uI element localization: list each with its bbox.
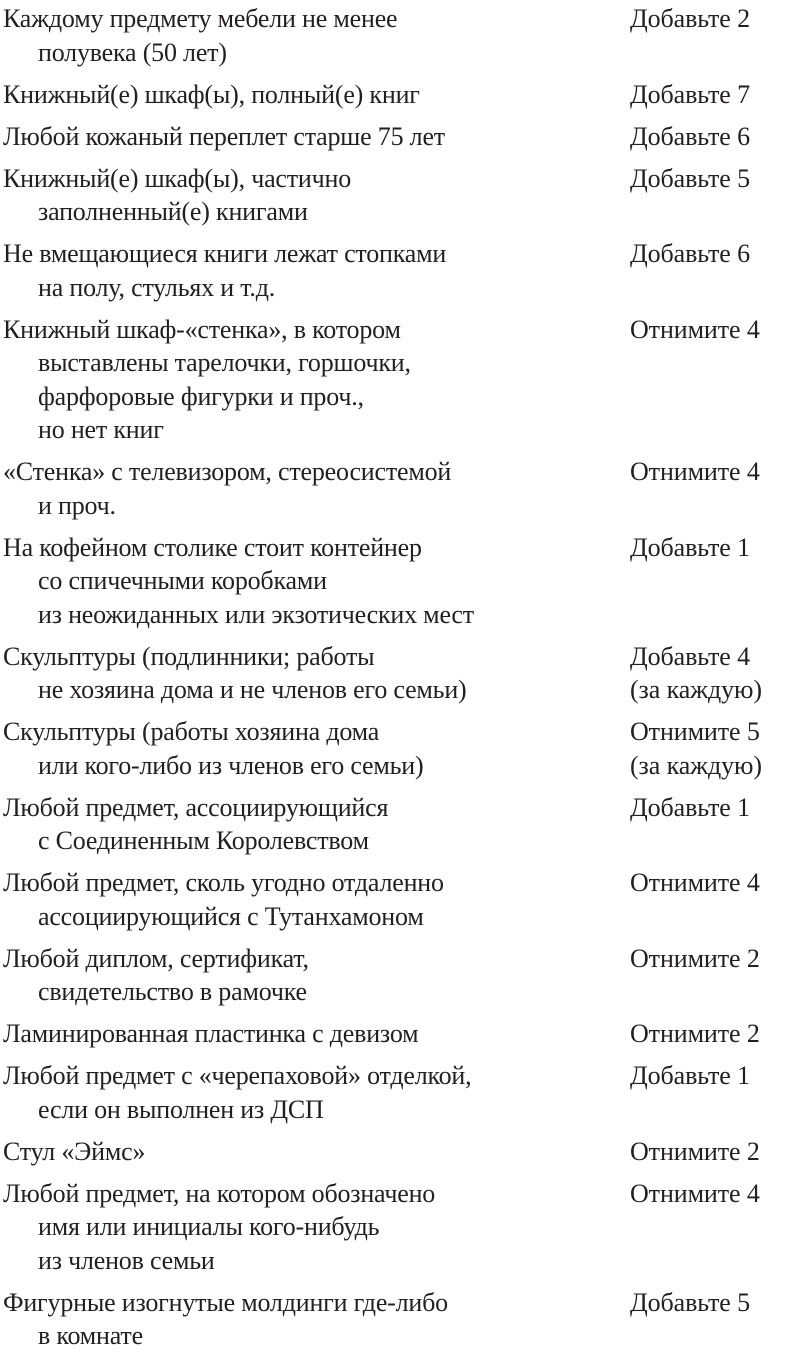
score-line: Добавьте 1 [630,1061,751,1090]
item-line: Скульптуры (подлинники; работы [3,641,375,671]
item-description [0,455,628,522]
table-row [0,1135,790,1169]
score-line: Отнимите 4 [630,314,760,344]
item-line: Книжный(е) шкаф(ы), полный(е) книг [3,79,420,109]
item-line: Книжный(е) шкаф(ы), частично [3,163,352,193]
score-line: Добавьте 5 [630,163,751,193]
score-line: Отнимите 2 [630,1136,760,1166]
item-description [0,162,628,229]
item-line: Ламинированная пластинка с девизом [3,1019,419,1048]
table-row [0,1017,790,1051]
item-score [628,455,790,522]
item-description [0,1177,628,1278]
score-line: Добавьте 1 [630,792,751,822]
item-line: Любой диплом, сертификат, [3,943,309,973]
item-line: Стул «Эймс» [3,1136,146,1166]
table-row [0,120,790,154]
score-line: Отнимите 4 [630,868,760,897]
score-line: Добавьте 2 [630,4,751,33]
item-description [0,78,628,112]
item-line: Книжный шкаф-«стенка», в котором [3,314,401,344]
item-line: Любой предмет, на котором обозначено [3,1178,436,1208]
table-row [0,1177,790,1278]
item-score [628,162,790,229]
item-description [0,120,628,154]
table-row [0,1059,790,1126]
score-line: Добавьте 7 [630,79,751,109]
table-row [0,237,790,304]
item-line: полувека (50 лет) [38,37,227,67]
item-description [0,791,628,858]
item-score [628,120,790,154]
table-row [0,531,790,632]
item-line: на полу, стульях и т.д. [38,272,276,302]
item-score [628,1059,790,1126]
item-description [0,942,628,1009]
item-line: не хозяина дома и не членов его семьи) [38,675,467,704]
item-line: фарфоровые фигурки и проч., [38,381,364,411]
item-score [628,1135,790,1169]
item-score [628,1286,790,1353]
score-line: Отнимите 4 [630,457,760,486]
table-row [0,2,790,69]
table-row [0,1286,790,1353]
item-score [628,531,790,632]
item-description [0,866,628,933]
item-line: свидетельство в рамочке [38,977,307,1006]
item-line: со спичечными коробками [38,566,327,595]
score-line: Добавьте 4 [630,641,751,671]
item-description [0,1286,628,1353]
table-row [0,791,790,858]
score-note: (за каждую) [630,750,762,780]
item-description [0,237,628,304]
item-score [628,942,790,1009]
item-score [628,640,790,707]
table-row [0,78,790,112]
item-line: но нет книг [38,415,164,444]
item-description [0,715,628,782]
item-score [628,78,790,112]
table-row [0,455,790,522]
item-line: На кофейном столике стоит контейнер [3,532,422,562]
table-row [0,715,790,782]
item-line: в комнате [38,1321,143,1350]
item-score [628,237,790,304]
item-line: имя или инициалы кого-нибудь [38,1212,380,1241]
item-description [0,1135,628,1169]
item-line: выставлены тарелочки, горшочки, [38,348,411,377]
item-description [0,1017,628,1051]
item-description [0,2,628,69]
item-score [628,1177,790,1278]
item-score [628,1017,790,1051]
item-line: с Соединенным Королевством [38,826,369,855]
item-line: Фигурные изогнутые молдинги где-либо [3,1287,448,1317]
score-line: Отнимите 5 [630,717,760,746]
score-line: Добавьте 1 [630,532,751,562]
item-description [0,640,628,707]
item-line: Каждому предмету мебели не менее [3,4,398,33]
item-line: из членов семьи [38,1245,215,1275]
item-line: или кого-либо из членов его семьи) [38,750,424,780]
table-row [0,313,790,447]
item-line: Не вмещающиеся книги лежат стопками [3,239,447,268]
item-description [0,531,628,632]
score-note: (за каждую) [630,675,762,704]
item-line: «Стенка» с телевизором, стереосистемой [3,457,452,486]
item-score [628,791,790,858]
item-line: из неожиданных или экзотических мест [38,599,474,629]
item-line: ассоциирующийся с Тутанхамоном [38,901,424,931]
item-line: Любой кожаный переплет старше 75 лет [3,121,445,151]
score-line: Добавьте 6 [630,239,751,268]
table-row [0,942,790,1009]
item-score [628,866,790,933]
score-line: Отнимите 2 [630,1019,760,1048]
item-line: Скульптуры (работы хозяина дома [3,717,380,746]
item-description [0,313,628,447]
item-score [628,313,790,447]
score-line: Добавьте 5 [630,1287,751,1317]
item-description [0,1059,628,1126]
table-row [0,162,790,229]
item-line: Любой предмет, ассоциирующийся [3,792,389,822]
item-line: заполненный(е) книгами [38,197,308,226]
item-line: если он выполнен из ДСП [38,1094,324,1124]
score-line: Отнимите 2 [630,943,760,973]
item-line: Любой предмет, сколь угодно отдаленно [3,868,444,897]
score-line: Добавьте 6 [630,121,751,151]
item-score [628,2,790,69]
table-row [0,640,790,707]
table-row [0,866,790,933]
item-line: Любой предмет с «черепаховой» отделкой, [3,1061,472,1090]
item-line: и проч. [38,490,116,520]
item-score [628,715,790,782]
score-line: Отнимите 4 [630,1178,760,1208]
